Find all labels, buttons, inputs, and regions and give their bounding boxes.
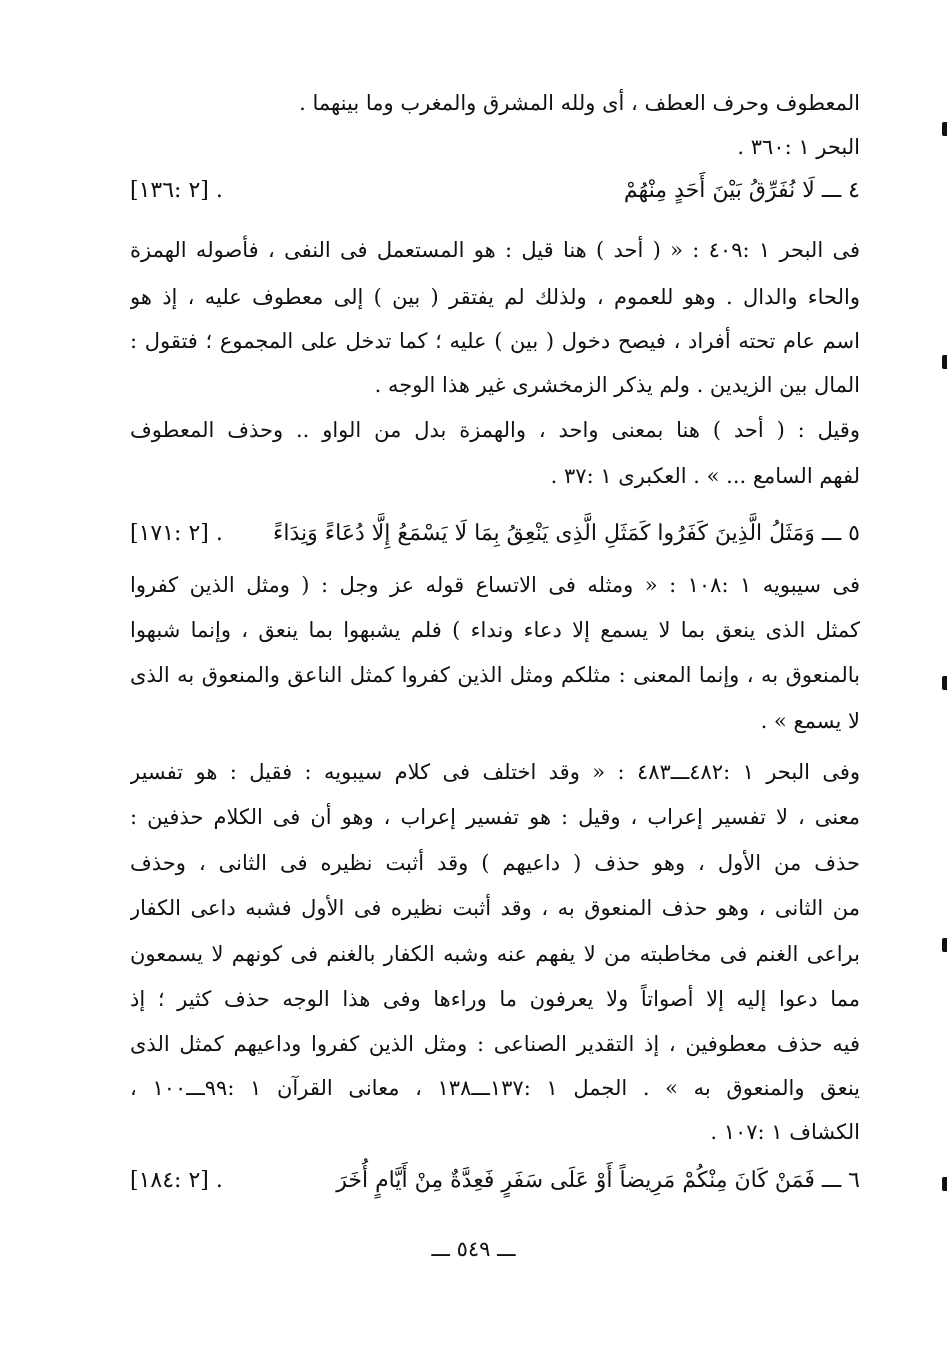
page-number: ـــ ٥٤٩ ـــ [431, 1237, 516, 1261]
text-line: كمثل الذى ينعق بما لا يسمع إلا دعاء ونداء ) فلم يشبهوا بما ينعق ، وإنما شبهوا [130, 618, 860, 642]
text-line: براعى الغنم فى مخاطبته من لا يفهم عنه وشبه الكفار بالغنم فى كونهم لا يسمعون [130, 942, 860, 966]
text-line: المعطوف وحرف العطف ، أى ولله المشرق والمغرب وما بينهما . [299, 91, 860, 115]
text-line: فى سيبويه ١ :١٠٨ : « ومثله فى الاتساع قوله عز وجل : ( ومثل الذين كفروا [130, 573, 860, 597]
quran-verse-5 [130, 518, 860, 550]
text-line: والحاء والدال . وهو للعموم ، ولذلك لم يفتقر ( بين ) إلى معطوف عليه ، إذ هو [130, 285, 860, 309]
scan-edge-mark [942, 676, 947, 690]
text-line: وفى البحر ١ :٤٨٢ـــ٤٨٣ : « وقد اختلف فى كلام سيبويه : فقيل : هو تفسير [130, 760, 860, 784]
verse-reference: [٢ :١٨٤] . [130, 1168, 223, 1193]
text-line: مما دعوا إليه إلا أصواتاً ولا يعرفون ما وراءها وفى هذا الوجه حذف كثير ؛ إذ [130, 987, 860, 1011]
text-line: لفهم السامع ... » . العكبرى ١ :٣٧ . [550, 464, 860, 488]
text-line: الكشاف ١ :١٠٧ . [710, 1120, 860, 1144]
text-line: اسم عام تحته أفراد ، فيصح دخول ( بين ) عليه ؛ كما تدخل على المجموع ؛ فتقول : [130, 329, 860, 353]
text-line: حذف من الأول ، وهو حذف ( داعيهم ) وقد أثبت نظيره فى الثانى ، وحذف [130, 851, 860, 875]
text-line: معنى ، لا تفسير إعراب ، وقيل : هو تفسير إعراب ، وهو أن فى الكلام حذفين : [130, 805, 860, 829]
verse-text: ٥ ـــ وَمَثَلُ الَّذِينَ كَفَرُوا كَمَثَلِ الَّذِى يَنْعِقُ بِمَا لَا يَسْمَعُ إِلَّا دُعَاءً وَنِدَاءً [273, 521, 860, 546]
scan-edge-mark [942, 1177, 947, 1191]
text-line: وقيل : ( أحد ) هنا بمعنى واحد ، والهمزة بدل من الواو .. وحذف المعطوف [130, 418, 860, 442]
verse-text: ٤ ـــ لَا نُفَرِّقُ بَيْنَ أَحَدٍ مِنْهُمْ [623, 178, 860, 203]
verse-reference: [٢ :١٧١] . [130, 521, 223, 546]
text-line: فى البحر ١ :٤٠٩ : « ( أحد ) هنا قيل : هو المستعمل فى النفى ، فأصوله الهمزة [130, 238, 860, 262]
text-line: ينعق والمنعوق به » . الجمل ١ :١٣٧ـــ١٣٨ ، معانى القرآن ١ :٩٩ـــ١٠٠ ، [130, 1076, 860, 1100]
text-line: البحر ١ :٣٦٠ . [737, 135, 860, 159]
verse-reference: [٢ :١٣٦] . [130, 178, 223, 203]
verse-text: ٦ ـــ فَمَنْ كَانَ مِنْكُمْ مَرِيضاً أَوْ عَلَى سَفَرٍ فَعِدَّةٌ مِنْ أَيَّامٍ أُخَرَ [336, 1168, 860, 1193]
quran-verse-6 [130, 1165, 860, 1197]
text-line: فيه حذف معطوفين ، إذ التقدير الصناعى : ومثل الذين كفروا وداعيهم كمثل الذى [130, 1032, 860, 1056]
scan-edge-mark [942, 938, 947, 952]
text-line: لا يسمع » . [760, 709, 860, 733]
scan-edge-mark [942, 355, 947, 369]
scan-edge-mark [942, 122, 947, 136]
text-line: المال بين الزيدين . ولم يذكر الزمخشرى غير هذا الوجه . [374, 373, 860, 397]
text-line: بالمنعوق به ، وإنما المعنى : مثلكم ومثل الذين كفروا كمثل الناعق والمنعوق به الذى [130, 663, 860, 687]
quran-verse-4 [130, 175, 860, 207]
text-line: من الثانى ، وهو حذف المنعوق به ، وقد أثبت نظيره فى الأول فشبه داعى الكفار [130, 896, 860, 920]
